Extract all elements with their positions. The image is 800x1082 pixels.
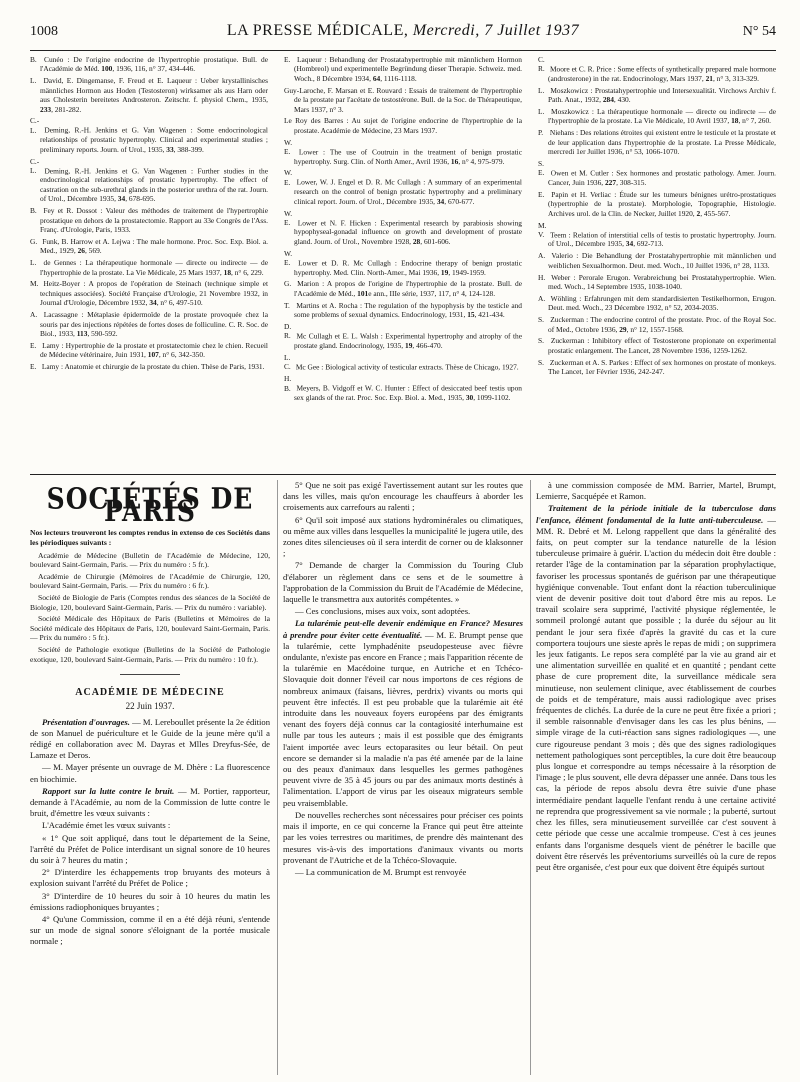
reference-author-initials: P. — [538, 128, 544, 138]
reference-entry — [30, 157, 268, 204]
article-text: 6° Qu'il soit imposé aux stations hydrominérales ou climatiques, ou même aux villes dans lesquelles la municipalité le jugera utile, des zones dites silencieuses où il sera interdit de corner ou de klaksonner ; — [283, 514, 523, 559]
reference-author-initials: C. R. — [538, 55, 545, 74]
reference-entry — [538, 107, 776, 126]
article-run-in-heading: Rapport sur la lutte contre le bruit. — [42, 785, 175, 796]
article-paragraph — [283, 606, 523, 617]
reference-entry — [30, 362, 268, 371]
reference-text: Martins et A. Rocha : The regulation of the hypophysis by the testicle and some problems of sexual dynamics. Endocrinology, 1931, — [294, 300, 522, 320]
reference-pages: , 1936, 116, n° 37, 434-446. — [112, 64, 196, 74]
reference-pages: , n° 6, 229. — [231, 267, 264, 277]
reference-entry — [538, 315, 776, 334]
reference-author-initials: E. — [284, 55, 291, 64]
reference-pages: , 466-470. — [412, 340, 443, 350]
reference-pages: , 308-315. — [616, 177, 647, 187]
reference-volume: 28 — [412, 236, 421, 246]
reference-text: Teem : Relation of interstitial cells of testis to prostatic hypertrophy. Journ. of Urol., Décembre 1935, — [548, 229, 776, 249]
reference-author-initials: L. C. — [284, 352, 291, 372]
reference-entry — [284, 353, 522, 372]
reference-pages: , n° 7, 260. — [738, 116, 772, 126]
reference-entry — [284, 138, 522, 166]
reference-pages: , n° 6, 497-510. — [156, 298, 203, 308]
article-paragraph — [30, 891, 270, 913]
reference-author-initials: L. — [30, 76, 37, 86]
reference-entry — [538, 221, 776, 249]
bibliography — [30, 55, 776, 470]
reference-author-initials: E. — [538, 189, 545, 199]
reference-text: Lower et D. R. Mc Cullagh : Endocrine therapy of benign prostatic hypertrophy. Med. Clin. North-Amer., Mai 1936, — [294, 258, 522, 277]
reference-text: Mc Gee : Biological activity of testicular extracts. Thèse de Chicago, 1927. — [295, 362, 519, 372]
article-text: De nouvelles recherches sont nécessaires pour préciser ces points mais il importe, en ce qui concerne la France qui peut être atteinte par les voies terrestres ou maritimes, de prendre dès maintenant des mesures vis-à-vis des importations d'animaux vivants ou morts provenant de l'Autriche et de la Tchéco-Slovaquie. — [283, 809, 523, 865]
article-text: — Ces conclusions, mises aux voix, sont adoptées. — [295, 606, 471, 617]
reference-pages: , 388-399. — [173, 144, 204, 154]
article-paragraph — [283, 560, 523, 605]
reference-entry — [284, 209, 522, 247]
reference-author-initials: L. — [538, 85, 545, 95]
article-text: — M. E. Brumpt pense que la tularémie, cette lymphadénite pseudopesteuse avec fièvre ondulante, n'existe pas encore en France ; mais l'apparition récente de la tularémie en Macédoine turque, en Autriche et en Tchéco-Slovaquie doit donner l'éveil car nous importons de ces régions de nombreux animaux (faisans, lièvres, perdrix) vivants ou morts qui peuvent être infectés. Il est peu probable que la tularémie ait été introduite dans les nouveaux foyers européens par des émigrants venant des foyers déjà connus car la contagiosité interhumaine est nulle par tous les auteurs ; mais il est possible que des émigrants l'aient importée avec leurs ectoparasites ou leur bétail. On peut encore se demander si la maladie n'a pas été amenée par de la laine ou des peaux d'animaux dans lesquelles les germes pathogènes peuvent vivre de 35 à 45 jours ou par des animaux morts destinés à l'alimentation. L'apport de virus par les oiseaux migrateurs semble peu vraisemblable. — [283, 629, 523, 808]
reference-entry — [30, 76, 268, 114]
reference-pages: , 1099-1102. — [473, 392, 511, 402]
reference-entry — [284, 279, 522, 298]
reference-text: Deming, R.-H. Jenkins et G. Van Wagenen : Some endocrinological relationships of prostatic hypertrophy. Clinical and experimental studies ; preliminary reports. Journ. of Urol., 1935, — [40, 125, 268, 154]
article-run-in-heading: Présentation d'ouvrages. — [42, 716, 130, 727]
reference-entry — [538, 273, 776, 292]
reference-author-initials: A. — [538, 293, 546, 303]
article-text: — M. Mayer présente un ouvrage de M. Dhère : La fluorescence en biochimie. — [30, 762, 270, 784]
reference-entry — [284, 249, 522, 277]
reference-volume: 21 — [705, 73, 713, 83]
reference-volume: 19 — [405, 340, 413, 350]
reference-volume: 30 — [465, 392, 474, 402]
reference-author-initials: D. R. — [284, 322, 292, 341]
article-run-in-heading: La tularémie peut-elle devenir endémique en France? Mesures à prendre pour éviter cette éventualité. — [283, 618, 523, 640]
reference-author-initials: C.-L. — [30, 116, 40, 135]
reference-pages: , n° 3, 313-329. — [712, 73, 760, 83]
reference-author-initials: M. — [30, 279, 39, 289]
reference-text: Valerio : Die Behandlung der Prostatahypertrophie mit männlichen und weiblichen Sexualhormon. Deut. med. Woch., 10 Juillet 1936, n° 28, 1133. — [548, 251, 776, 270]
reference-entry — [30, 341, 268, 360]
article-paragraph — [30, 820, 270, 831]
article-paragraph — [283, 515, 523, 560]
article-text: 4° Qu'une Commission, comme il en a été déjà réuni, s'entende sur un mode de signal sonore s'éloignant de la portée musicale normale ; — [30, 913, 270, 947]
reference-text: Lower, W. J. Engel et D. R. Mc Cullagh : A summary of an experimental research on the control of benign prostatic hypertrophy and a preliminary clinical report. Journ. of Urol., Décembre 1935, — [294, 177, 522, 206]
reference-author-initials: C.-L. — [30, 156, 40, 175]
reference-volume: 29 — [619, 324, 627, 334]
reference-volume: 34 — [149, 298, 157, 308]
header-rule — [30, 50, 776, 51]
issue-date: Mercredi, 7 Juillet 1937 — [412, 22, 580, 39]
reference-volume: 284 — [602, 95, 614, 105]
article-paragraph — [30, 762, 270, 784]
reference-text: Heitz-Boyer : A propos de l'opération de Steinach (technique simple et techniques associées). Société Française d'Urologie, 21 Novembre 1932, in Journal d'Urologie, Décembre 1932, — [40, 279, 268, 308]
reference-entry — [538, 86, 776, 105]
article-text: — M. Lereboullet présente la 2e édition de son Manuel de puériculture et le Guide de la jeune mère qu'il a rédigé en collaboration avec M. Dayras et Mlles Dreyfus-Sée, de Lamaze et Deros. — [30, 716, 270, 761]
reference-volume: 15 — [467, 310, 475, 320]
reference-text: de Gennes : La thérapeutique hormonale — directe ou indirecte — de l'hypertrophie de la prostate. La Vie Médicale, 25 Mars 1937, — [40, 258, 268, 277]
section-rule — [30, 474, 776, 475]
reference-text: Niehans : Des relations étroites qui existent entre le testicule et la prostate et de leur application dans l'hypertrophie de la prostate. La Presse Médicale, mercredi 1er Juillet 1936, n° 53, 1066-1070. — [548, 128, 776, 157]
reference-author-initials: A. — [538, 251, 546, 261]
journal-name: LA PRESSE MÉDICALE — [226, 22, 404, 39]
reference-text: Wöhling : Erfahrungen mit dem standardisierten Testikelhormon, Erugon. Deut. med. Woch., 23 Décembre 1932, n° 52, 2034-2035. — [548, 293, 776, 313]
column-divider — [530, 480, 531, 1075]
bibliography-column-2 — [284, 55, 522, 470]
reference-text: Guy-Laroche, F. Marsan et E. Rouvard : Essais de traitement de l'hypertrophie de la prostate par l'acétate de testostérone. Bull. de la Soc. de Thérapeutique, Mars 1937, n° 3. — [284, 85, 522, 114]
article-text: « 1° Que soit appliqué, dans tout le département de la Seine, l'arrêté du Préfet de Police interdisant un signal sonore de 10 heures du soir à 7 heures du matin ; — [30, 832, 270, 865]
reference-entry — [538, 336, 776, 355]
reference-text: Deming, R.-H. Jenkins et G. Van Wagenen : Further studies in the endocrinological relationships of prostatic hypertrophy. The effect of castration on the sub-urethral glands in the posterior urethra of the rat. Journ. of Urol., Décembre 1935, — [40, 165, 268, 204]
reference-text: Zuckerman et A. S. Parkes : Effect of sex hormones on prostate of monkeys. The Lancet, 1er Février 1936, 242-247. — [548, 357, 776, 377]
article-paragraph — [283, 480, 523, 514]
reference-text: Papin et H. Verliac : Étude sur les tumeurs bénignes urétro-prostatiques (hypertrophie de la prostate). Morphologie, Topographie, Histologie. Archives urol. de la Clin. de Necker, Juillet 1920, — [548, 189, 776, 218]
reference-volume: 101 — [357, 288, 369, 298]
reference-volume: 64 — [372, 73, 381, 83]
societe-entry: Société Médicale des Hôpitaux de Paris (Bulletins et Mémoires de la Société médicale des Hôpitaux de Paris, 120, boulevard Saint-Germain, Paris. — Prix du numéro : 5 fr.). — [30, 614, 270, 643]
article-text: 3° D'interdire de 10 heures du soir à 10 heures du matin les émissions radiophoniques bruyantes ; — [30, 890, 270, 912]
reference-pages: , 1116-1118. — [380, 73, 417, 83]
reference-entry — [538, 190, 776, 218]
reference-pages: , 601-606. — [420, 236, 451, 246]
reference-entry — [284, 168, 522, 206]
societe-entry: Société de Pathologie exotique (Bulletins de la Société de Pathologie exotique, 120, boulevard Saint-Germain, Paris. — Prix du numéro : 10 fr.). — [30, 644, 270, 664]
reference-text: Meyers, B. Vidgoff et W. C. Hunter : Effect of desiccated beef testis upon sex glands of the rat. Proc. Soc. Exp. Biol. a. Med., 1935, — [294, 383, 522, 402]
reference-pages: , 670-677. — [444, 196, 475, 206]
article-paragraph — [283, 867, 523, 878]
article-paragraph — [30, 786, 270, 820]
article-text: à une commission composée de MM. Barrier, Martel, Brumpt, Lemierre, Sacquépée et Ramon. — [536, 480, 776, 502]
reference-author-initials: T. — [284, 300, 290, 310]
societes-list — [30, 551, 270, 665]
reference-text: Moszkowicz : Prostatahypertrophie und Intersexualität. Virchows Archiv f. Path. Anat., 1932, — [548, 85, 776, 105]
reference-pages: , n° 12, 1557-1568. — [626, 324, 684, 334]
reference-pages: , 569. — [84, 246, 102, 256]
reference-text: Zuckerman : Inhibitory effect of Testosterone propionate on experimental prostatic enlargement. The Lancet, 28 Novembre 1936, 1259-1262. — [548, 336, 776, 355]
column-right — [536, 480, 776, 1075]
reference-text: Weber : Perorale Erugon. Verabreichung bei Prostatahypertrophie. Wien. med. Woch., 14 Septembre 1935, 1038-1040. — [548, 272, 776, 291]
reference-volume: 34 — [117, 194, 126, 204]
reference-text: Lower et N. F. Hicken : Experimental research by parabiosis showing hypophyseal-gonadal influence on growth and development of prostate gland. Journ. of Urol., Novembre 1928, — [294, 218, 522, 246]
reference-entry — [30, 116, 268, 154]
academie-text-col1 — [30, 717, 270, 948]
reference-author-initials: L. — [30, 258, 37, 268]
reference-pages: , 421-434. — [474, 310, 505, 320]
societes-title: SOCIÉTÉS DE PARIS — [46, 481, 254, 529]
reference-pages: , n° 4, 975-979. — [458, 156, 505, 166]
reference-author-initials: B. — [30, 206, 37, 216]
reference-author-initials: W. E. — [284, 208, 293, 227]
reference-entry — [538, 55, 776, 83]
bibliography-column-3 — [538, 55, 776, 470]
issue-number: N° 54 — [742, 24, 776, 39]
reference-text: Moszkowicz : La thérapeutique hormonale — directe ou indirecte — de l'hypertrophie de la prostate. La Vie Médicale, 10 Avril 1937, — [548, 107, 776, 126]
article-paragraph — [30, 914, 270, 948]
article-text: — M. Portier, rapporteur, demande à l'Académie, au nom de la Commission de lutte contre le bruit, d'émettre les vœux suivants : — [30, 785, 270, 819]
article-paragraph — [536, 503, 776, 873]
short-rule — [120, 674, 180, 675]
article-text: L'Académie émet les vœux suivants : — [42, 820, 171, 831]
reference-pages: , 455-567. — [700, 208, 731, 218]
reference-volume: 233 — [40, 104, 52, 114]
reference-author-initials: S. — [538, 336, 544, 346]
article-paragraph — [30, 717, 270, 762]
reference-author-initials: S. — [538, 315, 544, 325]
reference-author-initials: G. — [284, 279, 292, 289]
bibliography-column-1 — [30, 55, 268, 470]
column-divider — [277, 480, 278, 1075]
reference-author-initials: L. — [538, 107, 545, 117]
reference-entry — [30, 237, 268, 256]
societes-section — [30, 480, 776, 1075]
column-middle — [283, 480, 523, 1075]
reference-text: Mc Cullagh et E. L. Walsh : Experimental hypertrophy and atrophy of the prostate gland. Endocrinology, 1935, — [294, 331, 522, 350]
article-paragraph — [30, 833, 270, 867]
reference-text: Le Roy des Barres : Au sujet de l'origine endocrine de l'hypertrophie de la prostate. Académie de Médecine, 23 Mars 1937. — [284, 116, 522, 135]
reference-author-initials: E. — [30, 340, 37, 350]
reference-text: Laqueur : Behandlung der Prostatahypertrophie mit männlichem Hormon (Hombreol) und experimentelle Begründung dieser Therapie. Schweiz. med. Woch., 8 Décembre 1934, — [294, 55, 522, 83]
reference-author-initials: A. — [30, 310, 38, 320]
reference-volume: 2 — [696, 208, 701, 218]
reference-volume: 26 — [77, 246, 85, 256]
reference-pages: , 281-282. — [51, 104, 82, 114]
reference-author-initials: S. E. — [538, 159, 545, 178]
reference-volume: 227 — [604, 177, 617, 187]
reference-pages: e ann., IIIe série, 1937, 117, n° 4, 124-128. — [368, 288, 496, 298]
article-paragraph — [283, 618, 523, 808]
reference-entry — [538, 128, 776, 156]
reference-pages: , 1949-1959. — [448, 267, 486, 277]
reference-pages: , 430. — [613, 95, 631, 105]
reference-text: Funk, B. Harrow et A. Lejwa : The male hormone. Proc. Soc. Exp. Biol. a. Med., 1929, — [40, 236, 268, 256]
reference-text: Lower : The use of Coutruin in the treatment of benign prostatic hypertrophy. Surg. Clin. of North Amer., Avril 1936, — [294, 147, 522, 166]
reference-pages: , 692-713. — [633, 239, 664, 249]
reference-volume: 107 — [147, 350, 159, 360]
reference-entry — [538, 159, 776, 187]
reference-author-initials: W. E. — [284, 168, 293, 187]
societe-entry: Académie de Médecine (Bulletin de l'Académie de Médecine, 120, boulevard Saint-Germain, Paris. — Prix du numéro : 5 fr.). — [30, 550, 270, 570]
reference-entry — [284, 55, 522, 83]
reference-author-initials: E. — [30, 362, 37, 372]
reference-text: Owen et M. Cutler : Sex hormones and prostatic pathology. Amer. Journ. Cancer, Juin 1936, — [548, 168, 776, 187]
reference-pages: , 678-695. — [125, 194, 156, 204]
reference-author-initials: G. — [30, 236, 38, 246]
reference-entry — [284, 116, 522, 135]
reference-volume: 33 — [166, 144, 174, 154]
academie-date: 22 Juin 1937. — [125, 701, 175, 712]
reference-entry — [30, 206, 268, 234]
page-header — [30, 22, 776, 50]
reference-volume: 18 — [223, 267, 232, 277]
reference-text: Lacassagne : Métaplasie épidermoïde de la prostate provoquée chez la souris par des injections répétées de fortes doses de folliculine. C. R. Soc. de Biol., 1933, — [40, 310, 268, 338]
column-left — [30, 480, 270, 1075]
reference-entry — [30, 55, 268, 74]
reference-text: Marion : A propos de l'origine de l'hypertrophie de la prostate. Bull. de l'Académie de Méd., — [294, 279, 522, 298]
reference-entry — [538, 251, 776, 270]
article-paragraph — [283, 810, 523, 866]
reference-volume: 16 — [450, 156, 459, 166]
reference-volume: 113 — [76, 328, 88, 338]
academie-heading: ACADÉMIE DE MÉDECINE — [75, 687, 225, 699]
reference-volume: 19 — [440, 267, 449, 277]
article-text: 5° Que ne soit pas exigé l'avertissement autant sur les routes que dans les villes, mais qu'on encourage les chauffeurs à aborder les croisements aux carrefours au ralenti ; — [283, 480, 523, 513]
article-text: — La communication de M. Brumpt est renvoyée — [295, 866, 467, 877]
reference-volume: 34 — [625, 239, 634, 249]
reference-text: Lamy : Anatomie et chirurgie de la prostate du chien. Thèse de Paris, 1931. — [41, 362, 265, 372]
reference-author-initials: B. — [30, 55, 37, 64]
reference-entry — [284, 374, 522, 402]
societes-notice: Nos lecteurs trouveront les comptes rendus in extenso de ces Sociétés dans les périodiques suivants : — [30, 528, 270, 547]
article-paragraph — [536, 480, 776, 502]
reference-author-initials: W. E. — [284, 137, 293, 157]
reference-pages: , 590-592. — [87, 328, 118, 338]
reference-author-initials: H. B. — [284, 374, 292, 393]
page-number: 1008 — [30, 24, 58, 39]
reference-entry — [538, 358, 776, 377]
reference-author-initials: H. — [538, 272, 546, 282]
article-run-in-heading: Traitement de la période initiale de la tuberculose dans l'enfance, élément fondamental de la lutte anti-tuberculeuse. — [536, 503, 776, 525]
reference-entry — [284, 86, 522, 114]
reference-volume: 100 — [101, 64, 113, 74]
reference-text: Lamy : Hypertrophie de la prostate et prostatectomie chez le chien. Recueil de Médecine vétérinaire, Juin 1931, — [40, 340, 268, 360]
reference-author-initials: W. E. — [284, 248, 293, 268]
reference-entry — [284, 301, 522, 320]
reference-text: Cunéo : De l'origine endocrine de l'hypertrophie prostatique. Bull. de l'Académie de Méd. — [40, 55, 268, 74]
article-text: — MM. R. Debré et M. Lelong rappellent que dans la généralité des faits, on peut compter sur la tendance naturelle de la lésion tuberculeuse primaire à guérir. L'action du médecin doit être double : retarder l'âge de la contamination par la séparation prophylactique, favoriser les processus spontanés de guérison par une thérapeutique hygiénique convenable. Tout enfant dont la réaction tuberculinique vient de devenir positive doit tout d'abord être mis au repos. Le travail scolaire sera supprimé, l'activité physique réglementée, le sommeil prolongé autant que possible ; la durée du séjour au lit pendant le jour sera fixée d'après la gravité du cas et la cure comportera toujours une sieste après le repas de midi ; on supprimera les jeux fatigants. Le repos sera complété par la vie au grand air et une alimentation surveillée en qualité et en quantité ; pendant cette phase de cure proprement dite, la surveillance médicale sera minutieuse, non seulement clinique, avec établissement de courbes de poids et de température, mais aussi radiologique avec prises fréquentes de clichés. La durée de la cure ne peut être fixée a priori ; il semble raisonnable d'envisager dans les cas les plus bénins, — simple virage de la cuti-réaction sans signes radiologiques —, une cure rigoureuse pendant 3 mois ; dès que des signes radiologiques nettement pathologiques sont perceptibles, la cure doit être beaucoup plus longue et correspondre au temps nécessaire à la résorption de l'image ; le plus souvent, elle devra dépasser une année. Dans tous les cas, la période de repos absolu devra être suivie d'une phase intermédiaire pendant laquelle l'enfant rendu à une certaine activité ne reprendra que progressivement sa vie normale ; la puberté, surtout chez les filles, sera minutieusement surveillée car c'est souvent à cette période que cesse une accalmie trompeuse. C'est à ces jeunes enfants dans l'organisme desquels vient de pénétrer le bacille que doivent être réservés les préventoriums surveillés où la cure de repos peut être organisée, c'est pour eux que doivent être équipés surtout — [536, 514, 776, 872]
reference-text: Fey et R. Dossot : Valeur des méthodes de traitement de l'hypertrophie prostatique en dehors de la prostatectomie. Rapport au 33e Congrès de l'Ass. Franç. d'Urologie, Paris, 1933. — [40, 206, 268, 234]
article-text: 7° Demande de charger la Commission du Touring Club d'élaborer un règlement dans ce sens et de le soumettre à l'approbation de la Commission du Bruit de l'Académie de Médecine, laquelle le transmettra aux autorités compétentes. » — [283, 560, 523, 605]
reference-text: Moore et C. R. Price : Some effects of synthetically prepared male hormone (androsterone) in the rat. Endocrinology, Mars 1937, — [548, 64, 776, 83]
reference-pages: , n° 6, 342-350. — [158, 350, 205, 360]
reference-entry — [30, 258, 268, 277]
societe-entry: Académie de Chirurgie (Mémoires de l'Académie de Chirurgie, 120, boulevard Saint-Germain, Paris. — Prix du numéro : 6 fr.). — [30, 571, 270, 591]
reference-text: David, E. Dingemanse, F. Freud et E. Laqueur : Ueber krystallinisches männliches Hormon aus Hoden (Testosteron) wirksamer als aus Harn oder aus Cholesterin bereitetes Androsteron. Zeitschr. f. physiol Chem., 1935, — [40, 76, 268, 105]
reference-volume: 18 — [731, 116, 739, 126]
reference-author-initials: M. V. — [538, 220, 547, 239]
journal-title: LA PRESSE MÉDICALE, Mercredi, 7 Juillet 1937 — [226, 22, 580, 39]
reference-entry — [284, 322, 522, 350]
reference-entry — [30, 279, 268, 307]
reference-text: Zuckerman : The endocrine control of the prostate. Proc. of the Royal Soc. of Med., Octobre 1936, — [548, 315, 776, 334]
reference-entry — [30, 310, 268, 338]
reference-volume: 34 — [436, 196, 445, 206]
reference-entry — [538, 294, 776, 313]
reference-author-initials: S. — [538, 357, 544, 367]
article-paragraph — [30, 867, 270, 889]
article-text: 2° D'interdire les échappements trop bruyants des moteurs à explosion suivant l'arrêté du Préfet de Police ; — [30, 867, 270, 889]
societe-entry: Société de Biologie de Paris (Comptes rendus des séances de la Société de Biologie, 120, boulevard Saint-Germain, Paris. — Prix du numéro : variable). — [30, 592, 270, 612]
